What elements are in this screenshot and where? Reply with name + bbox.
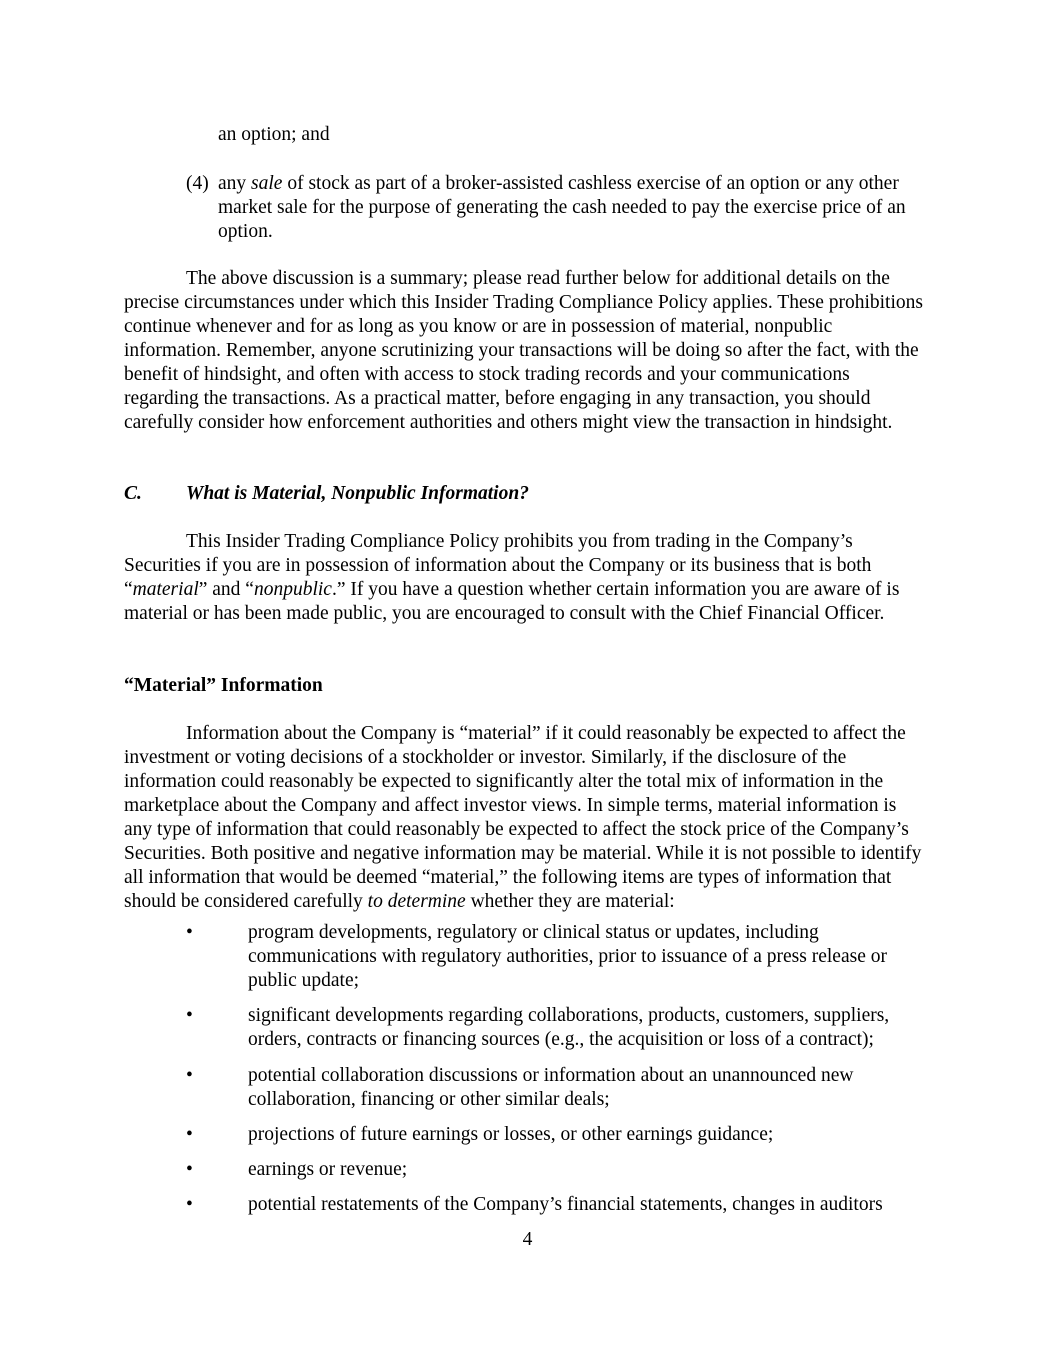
bullet-icon: • bbox=[186, 922, 193, 943]
list-item-number: (4) bbox=[186, 173, 209, 194]
section-letter: C. bbox=[124, 483, 142, 504]
list-item bbox=[186, 1004, 926, 1052]
list-item-4 bbox=[186, 172, 926, 244]
emphasis-sale: sale bbox=[251, 173, 283, 194]
bullet-icon: • bbox=[186, 1065, 193, 1086]
material-information-heading: “Material” Information bbox=[124, 675, 323, 696]
bullet-text: potential collaboration discussions or information about an unannounced new collaboration, financing or other similar deals; bbox=[248, 1065, 854, 1110]
list-continuation: an option; and bbox=[218, 124, 330, 145]
bullet-text: earnings or revenue; bbox=[248, 1159, 408, 1180]
bullet-text: significant developments regarding collaborations, products, customers, suppliers, orders, contracts or financing sources (e.g., the acquisition or loss of a contract); bbox=[248, 1005, 890, 1050]
list-item bbox=[186, 921, 926, 993]
section-c-heading bbox=[124, 482, 926, 506]
bullet-icon: • bbox=[186, 1194, 193, 1215]
list-item bbox=[186, 1158, 926, 1182]
section-title: What is Material, Nonpublic Information? bbox=[186, 483, 529, 504]
emphasis-nonpublic: nonpublic bbox=[253, 579, 332, 600]
bullet-icon: • bbox=[186, 1124, 193, 1145]
bullet-text: projections of future earnings or losses, or other earnings guidance; bbox=[248, 1124, 774, 1145]
emphasis-to-determine: to determine bbox=[367, 891, 466, 912]
list-item bbox=[186, 1193, 926, 1217]
bullet-text: potential restatements of the Company’s financial statements, changes in auditors bbox=[248, 1194, 883, 1215]
summary-paragraph: The above discussion is a summary; please read further below for additional details on the precise circumstances under which this Insider Trading Compliance Policy applies. These prohibitions continue whenever and for as long as you know or are in possession of material, nonpublic information. Remember, anyone scrutinizing your transactions will be doing so after the fact, with the benefit of hindsight, and often with access to stock trading records and your communications regarding the transactions. As a practical matter, before engaging in any transaction, you should carefully consider how enforcement authorities and others might view the transaction in hindsight. bbox=[124, 268, 923, 433]
list-item-text: any sale of stock as part of a broker-assisted cashless exercise of an option or any other market sale for the purpose of generating the cash needed to pay the exercise price of an option. bbox=[218, 173, 906, 242]
bullet-icon: • bbox=[186, 1159, 193, 1180]
bullet-icon: • bbox=[186, 1005, 193, 1026]
bullet-text: program developments, regulatory or clinical status or updates, including communications with regulatory authorities, prior to issuance of a press release or public update; bbox=[248, 922, 887, 991]
page-number: 4 bbox=[522, 1229, 533, 1250]
emphasis-material: material bbox=[132, 579, 199, 600]
list-item bbox=[186, 1123, 926, 1147]
policy-paragraph: This Insider Trading Compliance Policy prohibits you from trading in the Company’s Securities if you are in possession of information about the Company or its business that is both “material” and “nonpublic.” If you have a question whether certain information you are aware of is material or has been made public, you are encouraged to consult with the Chief Financial Officer. bbox=[124, 531, 900, 624]
material-definition-paragraph: Information about the Company is “material” if it could reasonably be expected to affect the investment or voting decisions of a stockholder or investor. Similarly, if the disclosure of the information could reasonably be expected to significantly alter the total mix of information in the marketplace about the Company and affect investor views. In simple terms, material information is any type of information that could reasonably be expected to affect the stock price of the Company’s Securities. Both positive and negative information may be material. While it is not possible to identify all information that would be deemed “material,” the following items are types of information that should be considered carefully to determine whether they are material: bbox=[124, 723, 922, 912]
list-item bbox=[186, 1064, 926, 1112]
